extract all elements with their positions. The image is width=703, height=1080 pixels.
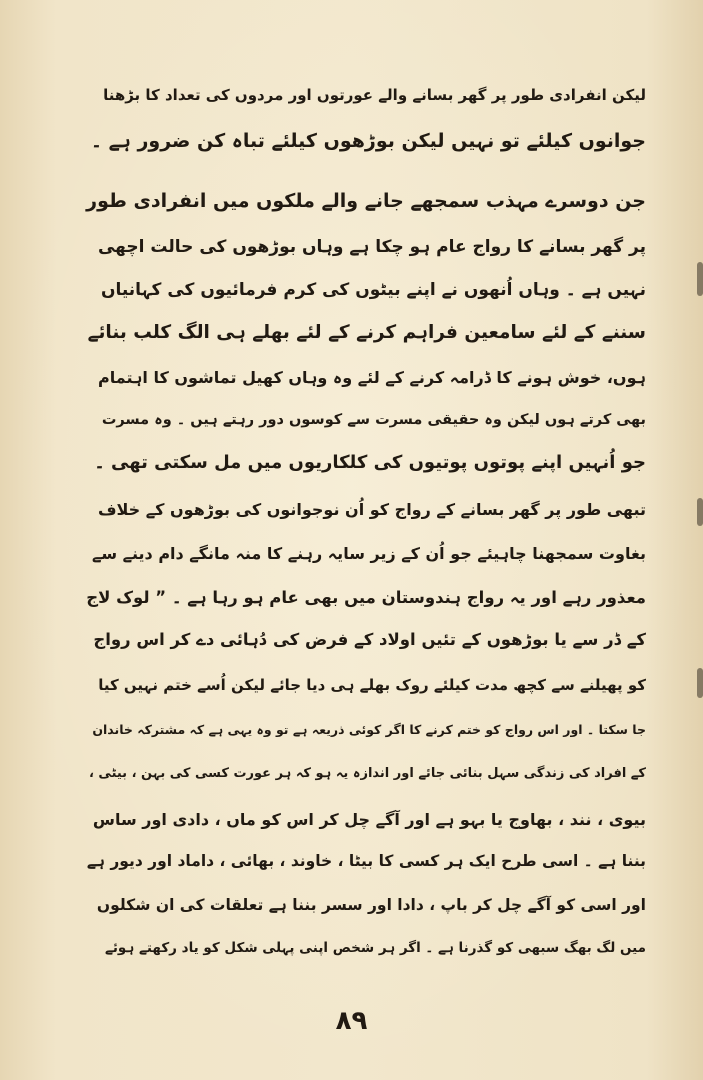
text-line: جا سکتا ۔ اور اس رواج کو ختم کرنے کا اگر کوئی ذریعہ ہے تو وہ یہی ہے کہ مشترکہ خاندان bbox=[92, 722, 646, 737]
text-line: بھی کرتے ہوں لیکن وہ حقیقی مسرت سے کوسوں دور رہتے ہیں ۔ وہ مسرت bbox=[101, 412, 646, 428]
text-line: لیکن انفرادی طور پر گھر بسانے والے عورتوں اور مردوں کی تعداد کا بڑھنا bbox=[103, 86, 646, 104]
text-line: میں لگ بھگ سبھی کو گذرنا ہے ۔ اگر ہر شخص اپنی پہلی شکل کو یاد رکھتے ہوئے bbox=[104, 940, 646, 956]
text-line: کو پھیلنے سے کچھ مدت کیلئے روک بھلے ہی دیا جائے لیکن اُسے ختم نہیں کیا bbox=[98, 676, 646, 694]
text-line: بننا ہے ۔ اسی طرح ایک ہر کسی کا بیٹا ، خاوند ، بھائی ، داماد اور دیور ہے bbox=[86, 852, 646, 870]
text-line: تبھی طور پر گھر بسانے کے رواج کو اُن نوجوانوں کی بوڑھوں کے خلاف bbox=[97, 500, 646, 519]
text-line: بیوی ، نند ، بھاوج یا بہو ہے اور آگے چل کر اس کو ماں ، دادی اور ساس bbox=[92, 810, 646, 829]
text-line: جن دوسرے مہذب سمجھے جانے والے ملکوں میں انفرادی طور bbox=[86, 190, 646, 212]
text-line: کے ڈر سے یا بوڑھوں کے تئیں اولاد کے فرض کی دُہائی دے کر اس رواج bbox=[93, 630, 646, 649]
text-line: سننے کے لئے سامعین فراہم کرنے کے لئے بھلے ہی الگ کلب بنائے bbox=[87, 322, 646, 343]
page-number: ۸۹ bbox=[335, 1006, 368, 1036]
page-edge-mark bbox=[697, 498, 703, 526]
page-edge-mark bbox=[697, 668, 703, 698]
text-line: کے افراد کی زندگی سہل بنائی جائے اور اندازہ یہ ہو کہ ہر عورت کسی کی بہن ، بیٹی ، bbox=[88, 766, 646, 781]
text-line: معذور رہے اور یہ رواج ہندوستان میں بھی عام ہو رہا ہے ۔ ” لوک لاج bbox=[86, 588, 646, 607]
text-line: جو اُنہیں اپنے پوتوں پوتیوں کی کلکاریوں میں مل سکتی تھی ۔ bbox=[94, 452, 646, 473]
text-line: اور اسی کو آگے چل کر باپ ، دادا اور سسر بننا ہے تعلقات کی ان شکلوں bbox=[96, 896, 646, 914]
text-line: جوانوں کیلئے تو نہیں لیکن بوڑھوں کیلئے تباہ کن ضرور ہے ۔ bbox=[90, 130, 646, 152]
text-line: پر گھر بسانے کا رواج عام ہو چکا ہے وہاں بوڑھوں کی حالت اچھی bbox=[97, 237, 646, 257]
body-text bbox=[86, 86, 646, 986]
text-line: بغاوت سمجھنا چاہیئے جو اُن کے زیر سایہ رہنے کا منہ مانگے دام دینے سے bbox=[91, 544, 646, 563]
text-line: نہیں ہے ۔ وہاں اُنھوں نے اپنے بیٹوں کی کرم فرمائیوں کی کہانیاں bbox=[100, 280, 646, 300]
text-line: ہوں، خوش ہونے کا ڈرامہ کرنے کے لئے وہ وہاں کھیل تماشوں کا اہتمام bbox=[98, 368, 646, 387]
page-edge-mark bbox=[697, 262, 703, 296]
